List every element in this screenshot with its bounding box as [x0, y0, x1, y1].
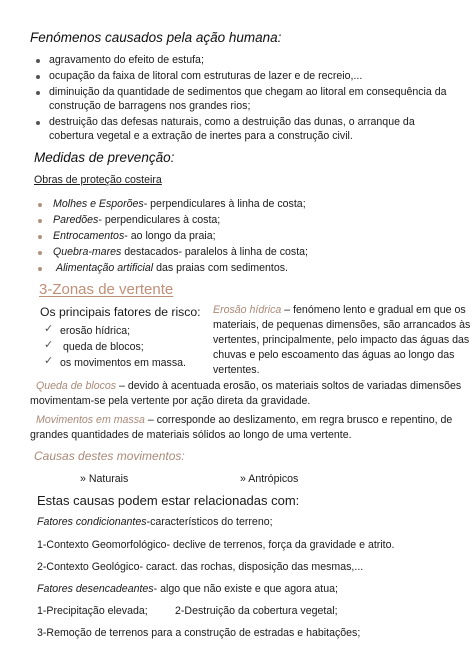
list-item: destruição das defesas naturais, como a destruição das dunas, o arranque da [49, 116, 415, 128]
desencadeante-item: 2-Destruição da cobertura vegetal; [175, 605, 338, 617]
bullet-dot [36, 75, 40, 79]
factor-item: queda de blocos; [63, 341, 144, 353]
factors-heading: Os principais fatores de risco: [40, 305, 201, 319]
bullet-dot [36, 59, 40, 63]
desencadeantes-line: Fatores desencadeantes- algo que não existe e que agora atua; [37, 583, 338, 595]
section-title: 3-Zonas de vertente [39, 281, 174, 298]
list-item: Molhes e Esporões- perpendiculares à linha de costa; [53, 198, 306, 210]
check-icon: ✓ [44, 323, 54, 335]
bullet-dot [38, 251, 42, 255]
queda-line: movimentam-se pela vertente por ação direta da gravidade. [30, 395, 311, 407]
bullet-dot [38, 267, 42, 271]
list-item: Quebra-mares destacados- paralelos à linha de costa; [53, 246, 308, 258]
condicionante-item: 2-Contexto Geológico- caract. das rochas, disposição das mesmas,... [37, 561, 364, 573]
medidas-subheading: Obras de proteção costeira [34, 174, 162, 186]
erosao-line: vertentes, principalmente, pelo impacto das águas das [213, 334, 470, 346]
condicionante-item: 1-Contexto Geomorfológico- declive de terrenos, força da gravidade e atrito. [37, 539, 395, 551]
bullet-dot [38, 219, 42, 223]
list-item: Alimentação artificial das praias com sedimentos. [56, 262, 288, 274]
causa-naturais: » Naturais [80, 473, 129, 485]
bullet-dot [36, 91, 40, 95]
condicionantes-line: Fatores condicionantes-característicos do terreno; [37, 516, 273, 528]
desencadeante-item: 1-Precipitação elevada; [37, 605, 148, 617]
erosao-line: Erosão hídrica – fenómeno lento e gradual em que os [213, 304, 466, 316]
fenomenos-heading: Fenómenos causados pela ação humana: [30, 30, 282, 45]
list-item-continuation: construção de barragens nos grandes rios; [49, 100, 251, 112]
desencadeante-item: 3-Remoção de terrenos para a construção de estradas e habitações; [37, 627, 361, 639]
factor-item: erosão hídrica; [60, 325, 131, 337]
list-item: ocupação da faixa de litoral com estruturas de lazer e de recreio,... [49, 70, 363, 82]
bullet-dot [38, 235, 42, 239]
list-item: agravamento do efeito de estufa; [49, 54, 204, 66]
causa-antropicos: » Antrópicos [240, 473, 299, 485]
causas-heading: Causas destes movimentos: [34, 449, 185, 463]
erosao-line: materiais, de pequenas dimensões, são arrancados às [213, 319, 471, 331]
erosao-line: vertentes. [213, 364, 260, 376]
list-item-continuation: cobertura vegetal e a extração de inertes para a construção civil. [49, 130, 353, 142]
movimentos-line: grandes quantidades de materiais sólidos ao longo de uma vertente. [30, 429, 352, 441]
check-icon: ✓ [44, 355, 54, 367]
relacionadas-heading: Estas causas podem estar relacionadas com: [37, 493, 300, 508]
check-icon: ✓ [44, 339, 54, 351]
list-item: diminuição da quantidade de sedimentos que chegam ao litoral em consequência da [49, 86, 447, 98]
movimentos-line: Movimentos em massa – corresponde ao deslizamento, em regra brusco e repentino, de [36, 414, 453, 426]
list-item: Entrocamentos- ao longo da praia; [53, 230, 216, 242]
bullet-dot [36, 121, 40, 125]
bullet-dot [38, 203, 42, 207]
list-item: Paredões- perpendiculares à costa; [53, 214, 221, 226]
queda-line: Queda de blocos – devido à acentuada erosão, os materiais soltos de variadas dimensões [36, 380, 462, 392]
medidas-heading: Medidas de prevenção: [34, 150, 175, 165]
factor-item: os movimentos em massa. [60, 357, 186, 369]
erosao-line: chuvas e pelo escoamento das águas ao longo das [213, 349, 455, 361]
